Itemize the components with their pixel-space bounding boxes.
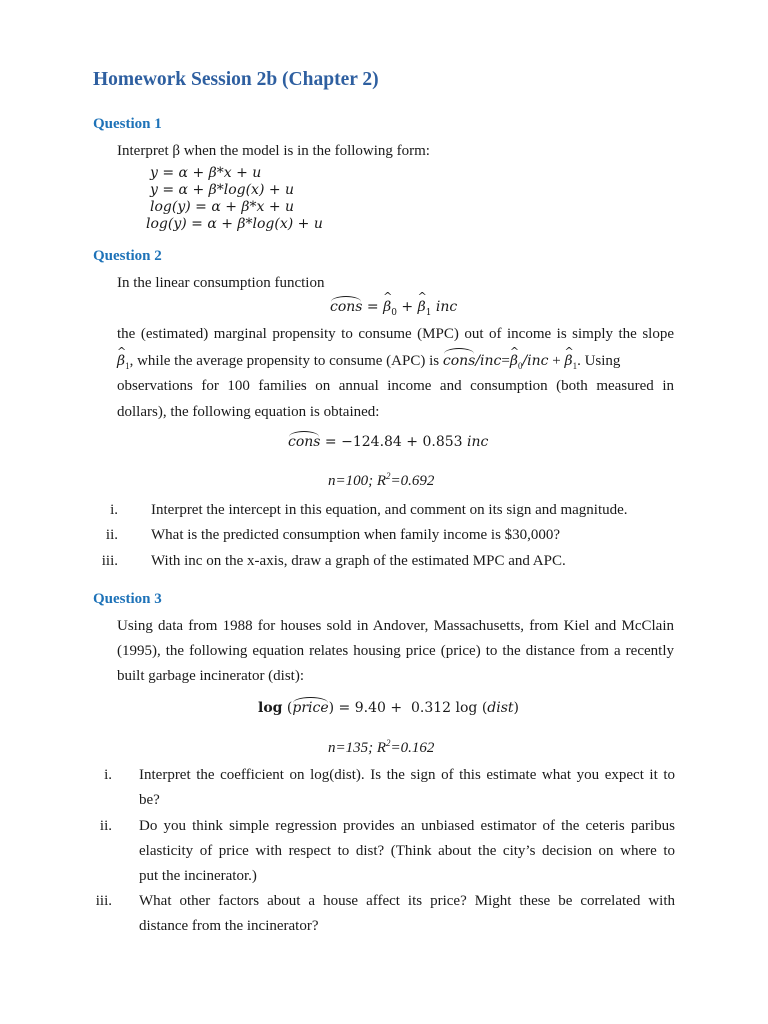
q3-para-line-3: built garbage incinerator (dist): (117, 668, 305, 684)
q2-para-line-3: observations for 100 families on annual income and consumption (both measured in (117, 378, 674, 394)
q1-intro: Interpret β when the model is in the following form: (117, 143, 430, 159)
q3-para-line-1: Using data from 1988 for houses sold in Andover, Massachusetts, from Kiel and McClain (117, 618, 674, 634)
q1-model-2: y = α + β*log(x) + u (150, 182, 295, 198)
q3-item-1-line-2: be? (139, 792, 160, 808)
q3-item-3-line-2: distance from the incinerator? (139, 918, 319, 934)
q3-item-2-line-1: Do you think simple regression provides an unbiased estimator of the ceteris paribus (139, 818, 675, 834)
q3-item-3-line-1: What other factors about a house affect its price? Might these be correlated with (139, 893, 675, 909)
q3-para-line-2: (1995), the following equation relates housing price (price) to the distance from a recently (117, 643, 674, 659)
q2-item-1-text: Interpret the intercept in this equation, and comment on its sign and magnitude. (151, 502, 628, 518)
q2-para-line-4: dollars), the following equation is obtained: (117, 404, 380, 420)
q3-item-3 (82, 891, 682, 936)
q2-item-3-text: With inc on the x-axis, draw a graph of the estimated MPC and APC. (151, 553, 566, 569)
q2-estimated-equation: cons = −124.84 + 0.853 inc (288, 434, 489, 450)
q2-statistics: n=100; $R^2=0.692$ (328, 471, 435, 489)
q2-item-2-text: What is the predicted consumption when family income is $30,000? (151, 527, 561, 543)
q2-intro: In the linear consumption function (117, 275, 325, 291)
q2-para-line-1: the (estimated) marginal propensity to consume (MPC) out of income is simply the slope (117, 326, 674, 342)
q1-model-3: log(y) = α + β*x + u (150, 199, 295, 215)
q2-para-line-2: ^ $\beta_1$, while the average propensity to consume (APC) is cons/inc=^ $\beta_0$/inc + ^ $\beta_1$. Using (117, 351, 674, 376)
q2-equation-consumption-function: cons = ^ $\beta_0$ + ^ $\beta_1$ inc (330, 299, 457, 318)
q2-item-2-number: ii. (105, 527, 118, 543)
q3-estimated-equation: log (price) = 9.40 + 0.312 log (dist) (258, 700, 520, 716)
q2-item-3-number: iii. (101, 553, 118, 569)
q3-item-1 (82, 765, 682, 810)
q1-model-4: log(y) = α + β*log(x) + u (146, 216, 323, 232)
q3-item-1-line-1: Interpret the coefficient on log(dist). Is the sign of this estimate what you expect it to (139, 767, 675, 783)
question-2-heading: Question 2 (93, 248, 162, 264)
question-1-heading: Question 1 (93, 116, 162, 132)
q3-item-2-line-2: elasticity of price with respect to dist? (Think about the city’s decision on where to (139, 843, 675, 859)
q3-statistics: n=135; $R^2=0.162$ (328, 738, 435, 756)
q3-item-1-number: i. (104, 767, 112, 783)
q2-item-1-number: i. (110, 502, 118, 518)
page-title: Homework Session 2b (Chapter 2) (93, 69, 379, 90)
q3-item-2-line-3: put the incinerator.) (139, 868, 257, 884)
q1-model-1: y = α + β*x + u (150, 165, 262, 181)
q3-item-3-number: iii. (95, 893, 112, 909)
question-3-heading: Question 3 (93, 591, 162, 607)
q3-item-2-number: ii. (99, 818, 112, 834)
q3-item-2 (82, 816, 682, 886)
